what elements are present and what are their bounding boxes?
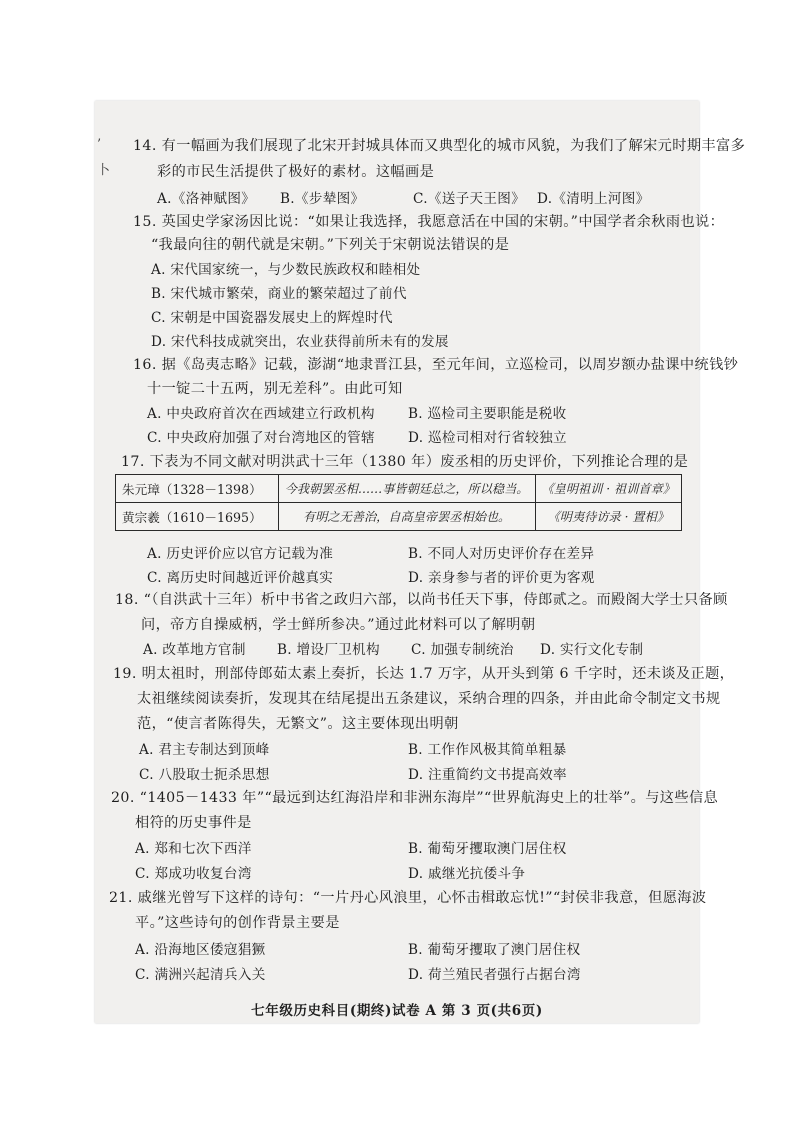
question-19-option-c: C. 八股取士扼杀思想 <box>139 767 270 783</box>
question-20-line-2: 相符的历史事件是 <box>135 815 252 831</box>
question-16-option-d: D. 巡检司相对行省较独立 <box>408 430 567 446</box>
table-cell-source: 《明夷待访录 · 置相》 <box>535 503 682 531</box>
question-21-option-b: B. 葡萄牙攫取了澳门居住权 <box>408 942 581 958</box>
question-15-option-d: D. 宋代科技成就突出，农业获得前所未有的发展 <box>151 334 449 350</box>
question-21-option-a: A. 沿海地区倭寇猖獗 <box>135 942 266 958</box>
question-15-line-1: 15. 英国史学家汤因比说：“如果让我选择，我愿意活在中国的宋朝。”中国学者余秋雨也说： <box>133 214 725 230</box>
question-17-option-d: D. 亲身参与者的评价更为客观 <box>408 570 595 586</box>
question-18-line-2: 问，帝方自操威柄，学士鲜所参决。”通过此材料可以了解明朝 <box>141 617 536 633</box>
table-row <box>116 475 682 503</box>
table-row <box>116 503 682 531</box>
page-footer: 七年级历史科目(期终)试卷 A 第 3 页(共6页) <box>251 1003 543 1019</box>
question-16-line-2: 十一锭二十五两，别无差科”。由此可知 <box>147 381 403 397</box>
question-17-option-b: B. 不同人对历史评价存在差异 <box>408 546 595 562</box>
question-19-line-2: 太祖继续阅读奏折，发现其在结尾提出五条建议，采纳合理的四条，并由此命令制定文书规 <box>137 691 721 707</box>
table-cell-person: 朱元璋（1328－1398） <box>116 475 279 503</box>
question-20-option-d: D. 戚继光抗倭斗争 <box>408 866 526 882</box>
question-14-option-c: C.《送子天王图》 <box>413 191 526 207</box>
question-16-option-a: A. 中央政府首次在西域建立行政机构 <box>147 406 375 422</box>
evaluation-table <box>115 474 682 531</box>
question-20-option-c: C. 郑成功收复台湾 <box>135 866 252 882</box>
question-16-line-1: 16. 据《岛夷志略》记载，澎湖“地隶晋江县，至元年间，立巡检司，以周岁额办盐课中统钱钞 <box>133 357 739 373</box>
question-20-option-b: B. 葡萄牙攫取澳门居住权 <box>408 841 567 857</box>
question-18-line-1: 18. “（自洪武十三年）析中书省之政归六部，以尚书任天下事，侍郎贰之。而殿阁大学士只备顾 <box>115 592 728 608</box>
table-cell-quote: 有明之无善治，自高皇帝罢丞相始也。 <box>278 503 535 531</box>
margin-mark: ’ <box>97 137 102 152</box>
question-14-option-b: B.《步辇图》 <box>280 191 365 207</box>
question-15-line-2: “我最向往的朝代就是宋朝。”下列关于宋朝说法错误的是 <box>151 237 510 253</box>
question-16-option-b: B. 巡检司主要职能是税收 <box>408 406 567 422</box>
question-21-option-c: C. 满洲兴起清兵入关 <box>135 967 266 983</box>
table-cell-person: 黄宗羲（1610－1695） <box>116 503 279 531</box>
table-cell-source: 《皇明祖训 · 祖训首章》 <box>535 475 682 503</box>
exam-page <box>95 101 746 1023</box>
margin-mark: 卜 <box>97 163 111 178</box>
question-15-option-c: C. 宋朝是中国瓷器发展史上的辉煌时代 <box>151 310 393 326</box>
question-19-option-d: D. 注重简约文书提高效率 <box>408 767 567 783</box>
question-17-option-a: A. 历史评价应以官方记载为准 <box>147 546 334 562</box>
question-18-option-a: A. 改革地方官制 <box>143 642 246 658</box>
question-14-line-2: 彩的市民生活提供了极好的素材。这幅画是 <box>157 164 435 180</box>
question-21-line-2: 平。”这些诗句的创作背景主要是 <box>135 915 340 931</box>
question-19-line-3: 范，“使言者陈得失，无繁文”。这主要体现出明朝 <box>137 716 459 732</box>
question-20-line-1: 20. “1405－1433 年”“最远到达红海沿岸和非洲东海岸”“世界航海史上的壮举”。与这些信息 <box>111 790 719 806</box>
question-18-option-c: C. 加强专制统治 <box>411 642 514 658</box>
question-21-option-d: D. 荷兰殖民者强行占据台湾 <box>408 967 581 983</box>
question-21-line-1: 21. 戚继光曾写下这样的诗句：“一片丹心风浪里，心怀击楫敢忘忧!”“封侯非我意，但愿海波 <box>109 890 707 906</box>
question-14-option-a: A.《洛神赋图》 <box>157 191 256 207</box>
question-14-line-1: 14. 有一幅画为我们展现了北宋开封城具体而又典型化的城市风貌，为我们了解宋元时期丰富多 <box>133 138 746 154</box>
question-17-option-c: C. 离历史时间越近评价越真实 <box>147 570 334 586</box>
question-15-option-b: B. 宋代城市繁荣，商业的繁荣超过了前代 <box>151 286 407 302</box>
question-19-option-b: B. 工作作风极其简单粗暴 <box>408 742 567 758</box>
question-16-option-c: C. 中央政府加强了对台湾地区的管辖 <box>147 430 375 446</box>
question-18-option-d: D. 实行文化专制 <box>540 642 644 658</box>
question-19-option-a: A. 君主专制达到顶峰 <box>139 742 270 758</box>
question-18-option-b: B. 增设厂卫机构 <box>277 642 380 658</box>
question-19-line-1: 19. 明太祖时，刑部侍郎茹太素上奏折，长达 1.7 万字，从开头到第 6 千字时，还未谈及正题， <box>113 666 735 682</box>
question-15-option-a: A. 宋代国家统一，与少数民族政权和睦相处 <box>151 262 421 278</box>
question-17-line-1: 17. 下表为不同文献对明洪武十三年（1380 年）废丞相的历史评价，下列推论合理的是 <box>121 454 689 470</box>
question-20-option-a: A. 郑和七次下西洋 <box>135 841 252 857</box>
question-14-option-d: D.《清明上河图》 <box>537 191 650 207</box>
table-cell-quote: 今我朝罢丞相……事皆朝廷总之，所以稳当。 <box>278 475 535 503</box>
